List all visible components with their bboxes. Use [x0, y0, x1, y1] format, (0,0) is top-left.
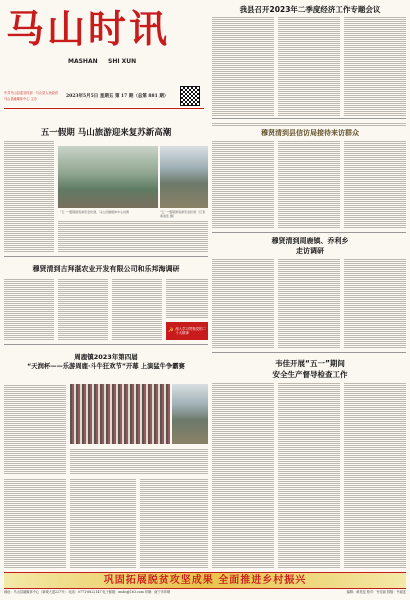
headline-petition: 穆贤清到县信访局接待来访群众	[261, 128, 359, 137]
text-block	[278, 258, 340, 348]
text-block	[58, 278, 108, 340]
party-emblem-icon: ☭	[168, 326, 174, 334]
headline-festival: “天润杯——乐游周鹿·斗牛狂欢节”开幕 上演猛牛争霸赛	[27, 363, 185, 370]
text-block	[278, 16, 340, 116]
masthead-org-line1: 中共马山县委宣传部 · 马山县人民政府	[4, 91, 59, 95]
text-block	[278, 382, 340, 568]
masthead-pinyin-left: MASHAN	[68, 58, 98, 65]
slogan-text: 巩固拓展脱贫攻坚成果 全面推进乡村振兴	[103, 575, 307, 586]
text-block	[212, 140, 274, 228]
text-block	[212, 122, 406, 126]
masthead-org-line2: 马山县融媒体中心 主办	[4, 97, 37, 101]
masthead-date	[66, 93, 168, 99]
text-block	[70, 448, 208, 474]
headline-economy-meeting: 我县召开2023年二季度经济工作专题会议	[239, 5, 381, 14]
text-block	[4, 478, 66, 568]
headline-zhoulu-line1: 穆贤清到周鹿镇、乔利乡	[271, 237, 349, 245]
text-block	[112, 278, 162, 340]
tourism-photo-1	[58, 146, 158, 208]
text-block	[212, 16, 274, 116]
footer-address: 地址：马山县融媒体中心（新城大道227号） 电话：0771-6822147 电子邮箱：msbs@163.com 印刷：南宁市印刷	[4, 590, 171, 594]
masthead-title: 马山时讯	[6, 6, 171, 51]
festival-kicker: 周鹿镇2023年第四届	[74, 353, 138, 361]
text-block	[344, 258, 406, 348]
headline-zhoulu-line2: 走访调研	[296, 247, 324, 255]
divider	[212, 118, 406, 119]
text-block	[166, 278, 208, 318]
headline-safety-line1: 韦佳开展“五一”期间	[275, 359, 345, 368]
festival-photo-2	[172, 384, 208, 444]
headline-tourism: 五一假期 马山旅游迎来复苏新高潮	[40, 128, 172, 138]
text-block	[344, 16, 406, 116]
slogan-banner	[4, 572, 406, 589]
text-block	[212, 382, 274, 568]
party-badge-text: 深入学习贯彻党的二十大精神	[175, 326, 206, 335]
headline-farm: 穆贤清到古拜湛农业开发有限公司和乐邦海调研	[32, 265, 180, 273]
issue-date: 2023年5月5日	[66, 94, 99, 99]
text-block	[4, 278, 54, 340]
divider	[4, 256, 208, 257]
text-block	[4, 384, 66, 474]
issue-number: 第 17 期（总第 881 期）	[114, 94, 169, 99]
text-block	[140, 478, 208, 568]
text-block	[4, 140, 54, 252]
issue-weekday: 星期五	[99, 94, 114, 99]
headline-safety-line2: 安全生产督导检查工作	[272, 370, 348, 379]
divider	[4, 344, 208, 345]
festival-photo-1	[70, 384, 170, 444]
photo-caption: “五一”假期游客游览金伦洞，马山县融媒体中心供图	[60, 210, 130, 214]
divider	[212, 352, 406, 353]
text-block	[58, 220, 208, 252]
masthead-pinyin-right: SHI XUN	[108, 58, 137, 65]
text-block	[344, 140, 406, 228]
divider	[212, 232, 406, 233]
footer-editors: 编辑：黄美连 校对：韦佳丽 排版：韦丽连	[346, 590, 406, 594]
masthead-rule	[4, 108, 204, 109]
party-study-badge	[166, 322, 208, 340]
text-block	[278, 140, 340, 228]
tourism-photo-2	[160, 146, 208, 208]
text-block	[212, 258, 274, 348]
text-block	[344, 382, 406, 568]
qr-code-icon	[180, 86, 200, 106]
text-block	[70, 478, 136, 568]
photo-caption: “五一”假期游客游览金伦洞（记者 黄美连 摄）	[160, 210, 206, 218]
